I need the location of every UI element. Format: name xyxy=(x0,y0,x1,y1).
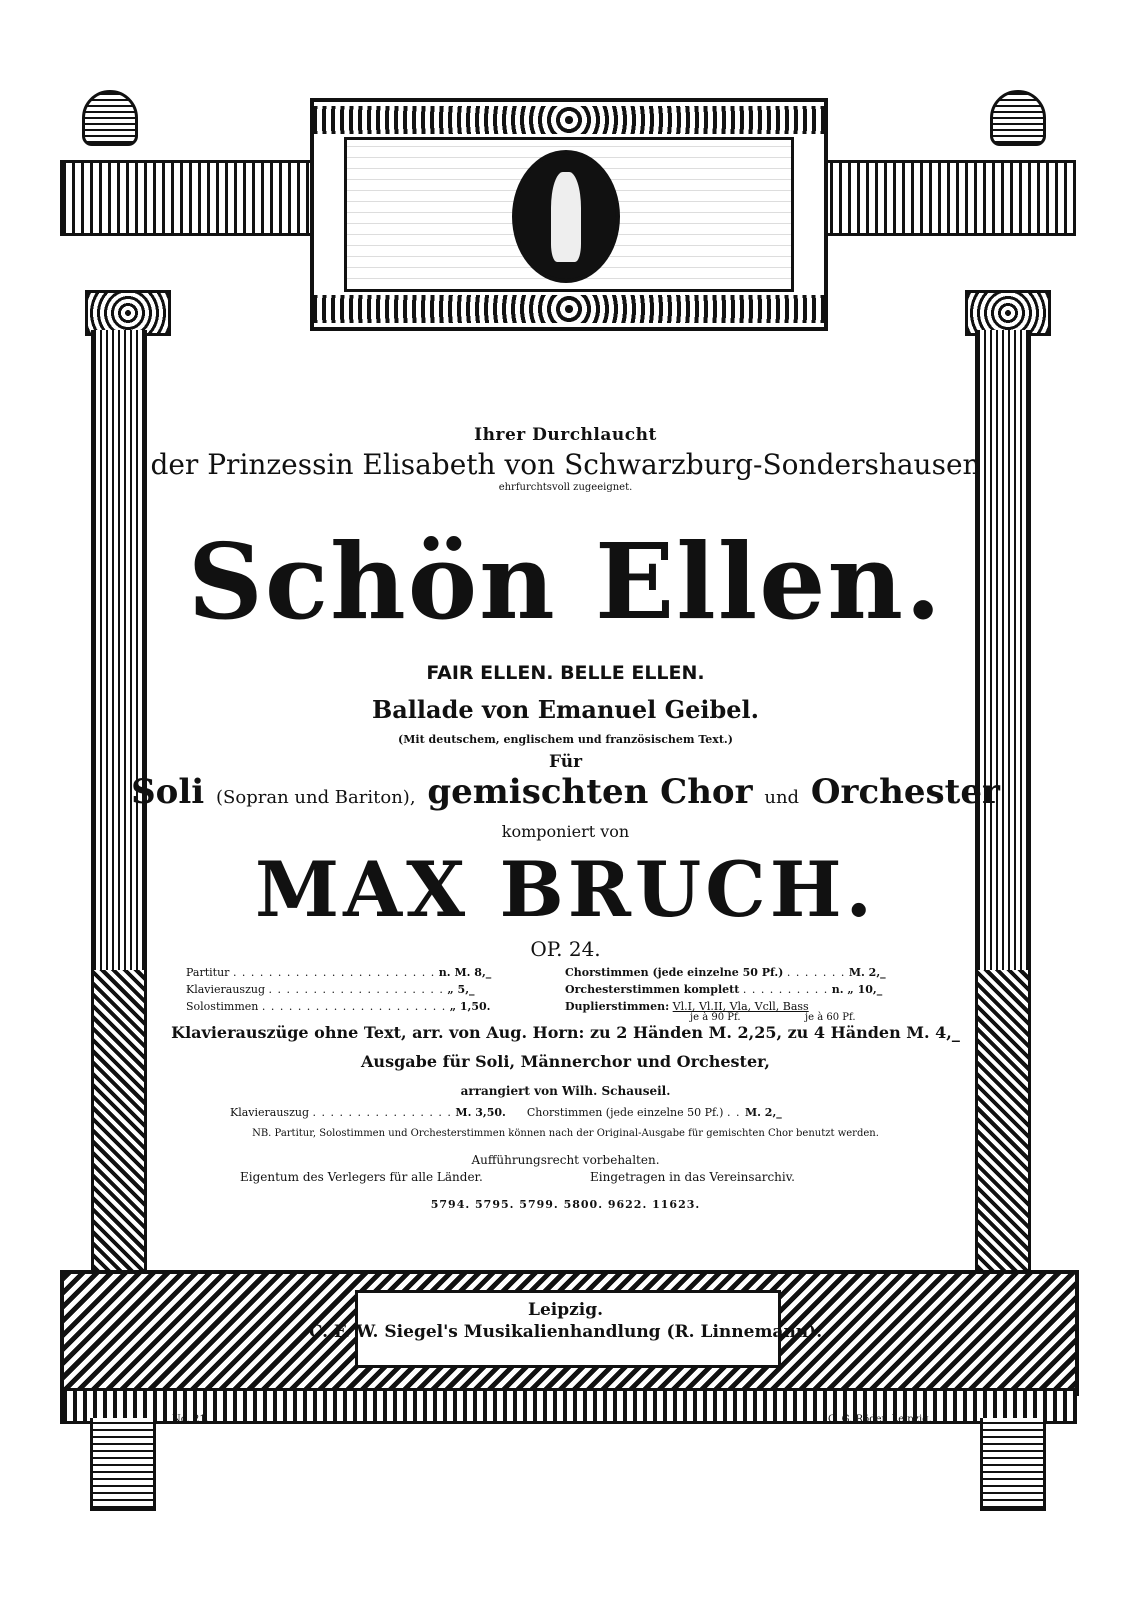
doubling-price-strings: je à 90 Pf. xyxy=(690,1012,741,1023)
forces-choir: gemischten Chor xyxy=(427,772,753,812)
left-foot-ornament xyxy=(90,1418,156,1511)
texts-note: (Mit deutschem, englischem und französischem Text.) xyxy=(398,733,733,746)
muse-medallion-icon xyxy=(512,150,620,283)
dedication-line-1: Ihrer Durchlaucht xyxy=(474,425,657,445)
right-foot-ornament xyxy=(980,1418,1046,1511)
leader-dots: . . . . . . . . . . . . . . . . . . . . xyxy=(268,983,444,996)
work-title: Schön Ellen. xyxy=(187,520,944,643)
price-row: Solostimmen . . . . . . . . . . . . . . . . . . . . . „ 1,50. xyxy=(186,1000,491,1013)
male-edition-prices: Klavierauszug . . . . . . . . . . . . . . . . M. 3,50. Chorstimmen (jede einzelne 50 Pf.) . . M. 2,_ xyxy=(230,1106,782,1119)
registration-notice: Eingetragen in das Vereinsarchiv. xyxy=(590,1170,795,1184)
price-row: Orchesterstimmen komplett . . . . . . . . . . n. „ 10,_ xyxy=(565,983,883,996)
work-subtitle: FAIR ELLEN. BELLE ELLEN. xyxy=(426,662,705,684)
performance-rights: Aufführungsrecht vorbehalten. xyxy=(471,1153,660,1167)
cartouche-bottom-rim xyxy=(314,295,824,323)
nb-note: NB. Partitur, Solostimmen und Orchesterstimmen können nach der Original-Ausgabe für gemischten Chor benutzt werden. xyxy=(252,1128,879,1139)
composed-by-label: komponiert von xyxy=(501,822,630,841)
opus-number: OP. 24. xyxy=(530,937,601,961)
leader-dots: . . xyxy=(726,1106,745,1119)
price-row: Duplierstimmen: Vl.I, Vl.II, Vla, Vcll, Bass xyxy=(565,1000,809,1013)
performing-forces xyxy=(0,772,1131,812)
leader-dots: . . . . . . . xyxy=(786,966,846,979)
male-choir-edition: Ausgabe für Soli, Männerchor und Orchester, xyxy=(361,1052,770,1071)
top-left-frieze xyxy=(60,160,318,236)
forces-soli: Soli xyxy=(131,772,205,812)
cartouche-top-rim xyxy=(314,106,824,134)
publisher-city: Leipzig. xyxy=(527,1300,604,1320)
dedication-line-2: der Prinzessin Elisabeth von Schwarzburg-Sondershausen xyxy=(150,448,981,481)
price-row: Chorstimmen (jede einzelne 50 Pf.) . . . . . . . M. 2,_ xyxy=(565,966,886,979)
muse-figure-icon xyxy=(551,172,581,262)
property-notice: Eigentum des Verlegers für alle Länder. xyxy=(240,1170,483,1184)
arranged-by: arrangiert von Wilh. Schauseil. xyxy=(460,1084,671,1098)
left-column-ornament xyxy=(94,970,144,1270)
right-urn-ornament xyxy=(990,90,1046,146)
forces-und: und xyxy=(764,787,800,808)
dedication-line-3: ehrfurchtsvoll zugeeignet. xyxy=(498,482,633,493)
leader-dots: . . . . . . . . . . xyxy=(742,983,829,996)
forces-orchestra: Orchester xyxy=(810,772,1000,812)
plate-numbers: 5794. 5795. 5799. 5800. 9622. 11623. xyxy=(430,1198,701,1211)
price-row: Partitur . . . . . . . . . . . . . . . . . . . . . . . n. M. 8,_ xyxy=(186,966,492,979)
doubling-price-low: je à 60 Pf. xyxy=(805,1012,856,1023)
leader-dots: . . . . . . . . . . . . . . . . . . . . . . . xyxy=(232,966,436,979)
forces-voices: (Sopran und Bariton), xyxy=(216,787,416,808)
arrangements-line: Klavierauszüge ohne Text, arr. von Aug. Horn: zu 2 Händen M. 2,25, zu 4 Händen M. 4,_ xyxy=(171,1023,960,1042)
edition-number: No. 21. xyxy=(172,1414,209,1425)
composer-name: MAX BRUCH. xyxy=(255,845,876,934)
right-column-ornament xyxy=(978,970,1028,1270)
top-right-frieze xyxy=(818,160,1076,236)
leader-dots: . . . . . . . . . . . . . . . . . . . . . xyxy=(261,1000,447,1013)
printer-credit: C. G. Röder, Leipzig. xyxy=(828,1414,932,1425)
ballade-line: Ballade von Emanuel Geibel. xyxy=(371,695,760,724)
leader-dots: . . . . . . . . . . . . . . . . xyxy=(312,1106,452,1119)
left-urn-ornament xyxy=(82,90,138,146)
publisher-name: C. F. W. Siegel's Musikalienhandlung (R. Linnemann). xyxy=(308,1322,823,1342)
price-row: Klavierauszug . . . . . . . . . . . . . . . . . . . . „ 5,_ xyxy=(186,983,475,996)
fuer-label: Für xyxy=(548,752,583,772)
